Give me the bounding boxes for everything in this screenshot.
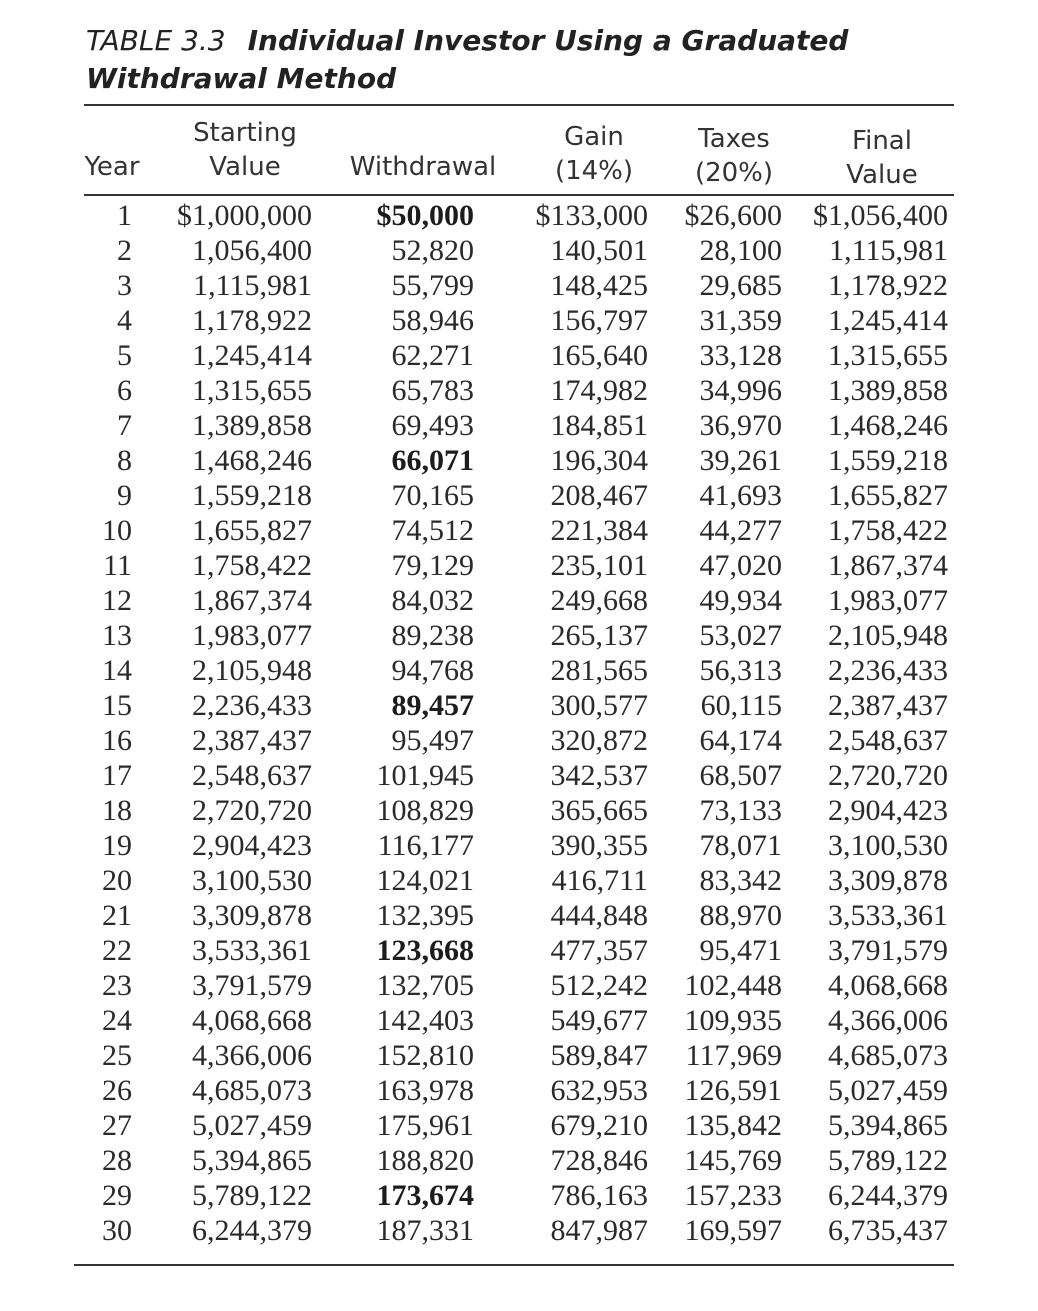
taxes-cell: 36,970 xyxy=(699,409,782,442)
table-number: TABLE 3.3 xyxy=(86,24,226,57)
taxes-cell: 34,996 xyxy=(699,374,782,407)
table-row xyxy=(0,408,1038,443)
starting-value-cell: 2,548,637 xyxy=(192,759,312,792)
withdrawal-cell: 89,457 xyxy=(391,689,474,722)
table-row xyxy=(0,1038,1038,1073)
final-value-cell: 1,245,414 xyxy=(828,304,948,337)
taxes-cell: 68,507 xyxy=(699,759,782,792)
final-value-cell: 2,904,423 xyxy=(828,794,948,827)
gain-cell: 165,640 xyxy=(550,339,648,372)
year-cell: 21 xyxy=(102,899,132,932)
gain-cell: 221,384 xyxy=(550,514,648,547)
header-gain-line-1: Gain xyxy=(564,122,624,152)
final-value-cell: 4,366,006 xyxy=(828,1004,948,1037)
year-cell: 20 xyxy=(102,864,132,897)
starting-value-cell: 2,387,437 xyxy=(192,724,312,757)
table-row xyxy=(0,758,1038,793)
table-row xyxy=(0,548,1038,583)
final-value-cell: 3,533,361 xyxy=(828,899,948,932)
starting-value-cell: 2,105,948 xyxy=(192,654,312,687)
taxes-cell: 28,100 xyxy=(699,234,782,267)
table-row xyxy=(0,828,1038,863)
final-value-cell: $1,056,400 xyxy=(813,199,948,232)
year-cell: 13 xyxy=(102,619,132,652)
taxes-cell: 95,471 xyxy=(699,934,782,967)
withdrawal-cell: 152,810 xyxy=(376,1039,474,1072)
table-title-line-1: Individual Investor Using a Graduated xyxy=(247,24,849,57)
gain-cell: $133,000 xyxy=(535,199,648,232)
table-row xyxy=(0,1108,1038,1143)
gain-cell: 512,242 xyxy=(550,969,648,1002)
starting-value-cell: 1,655,827 xyxy=(192,514,312,547)
table-row xyxy=(0,933,1038,968)
gain-cell: 477,357 xyxy=(550,934,648,967)
year-cell: 4 xyxy=(117,304,132,337)
withdrawal-cell: 173,674 xyxy=(376,1179,474,1212)
taxes-cell: 33,128 xyxy=(699,339,782,372)
gain-cell: 589,847 xyxy=(550,1039,648,1072)
withdrawal-cell: 69,493 xyxy=(391,409,474,442)
table-row xyxy=(0,478,1038,513)
year-cell: 11 xyxy=(103,549,132,582)
taxes-cell: 157,233 xyxy=(684,1179,782,1212)
year-cell: 29 xyxy=(102,1179,132,1212)
starting-value-cell: 3,791,579 xyxy=(192,969,312,1002)
table-bottom-rule xyxy=(74,1264,954,1266)
withdrawal-cell: 187,331 xyxy=(376,1214,474,1247)
table-row xyxy=(0,583,1038,618)
withdrawal-cell: 108,829 xyxy=(376,794,474,827)
withdrawal-cell: 52,820 xyxy=(391,234,474,267)
starting-value-cell: 3,100,530 xyxy=(192,864,312,897)
header-starting-value xyxy=(170,116,320,184)
final-value-cell: 1,178,922 xyxy=(828,269,948,302)
table-row xyxy=(0,723,1038,758)
final-value-cell: 1,758,422 xyxy=(828,514,948,547)
table-top-rule xyxy=(84,104,954,106)
gain-cell: 632,953 xyxy=(550,1074,648,1107)
gain-cell: 847,987 xyxy=(550,1214,648,1247)
final-value-cell: 1,315,655 xyxy=(828,339,948,372)
header-gain xyxy=(530,120,658,188)
table-row xyxy=(0,793,1038,828)
withdrawal-cell: 55,799 xyxy=(391,269,474,302)
year-cell: 22 xyxy=(102,934,132,967)
taxes-cell: 78,071 xyxy=(699,829,782,862)
starting-value-cell: 1,178,922 xyxy=(192,304,312,337)
taxes-cell: 29,685 xyxy=(699,269,782,302)
table-row xyxy=(0,1073,1038,1108)
final-value-cell: 2,548,637 xyxy=(828,724,948,757)
caption-line-1 xyxy=(86,22,966,60)
table-row xyxy=(0,338,1038,373)
header-taxes xyxy=(674,122,794,190)
final-value-cell: 3,791,579 xyxy=(828,934,948,967)
table-row xyxy=(0,268,1038,303)
gain-cell: 148,425 xyxy=(550,269,648,302)
header-final-value xyxy=(820,124,944,192)
year-cell: 1 xyxy=(117,199,132,232)
withdrawal-cell: 116,177 xyxy=(377,829,474,862)
starting-value-cell: 1,115,981 xyxy=(193,269,312,302)
header-withdrawal-label: Withdrawal xyxy=(349,152,497,182)
starting-value-cell: 1,315,655 xyxy=(192,374,312,407)
header-starting-value-line-1: Starting xyxy=(193,118,297,148)
withdrawal-cell: 58,946 xyxy=(391,304,474,337)
withdrawal-cell: 101,945 xyxy=(376,759,474,792)
table-row xyxy=(0,1143,1038,1178)
table-row xyxy=(0,233,1038,268)
final-value-cell: 5,027,459 xyxy=(828,1074,948,1107)
year-cell: 8 xyxy=(117,444,132,477)
gain-cell: 208,467 xyxy=(550,479,648,512)
final-value-cell: 2,720,720 xyxy=(828,759,948,792)
gain-cell: 728,846 xyxy=(550,1144,648,1177)
year-cell: 10 xyxy=(102,514,132,547)
gain-cell: 320,872 xyxy=(550,724,648,757)
starting-value-cell: 1,758,422 xyxy=(192,549,312,582)
final-value-cell: 1,867,374 xyxy=(828,549,948,582)
starting-value-cell: 1,468,246 xyxy=(192,444,312,477)
header-year-label: Year xyxy=(84,152,140,182)
year-cell: 12 xyxy=(102,584,132,617)
starting-value-cell: 4,068,668 xyxy=(192,1004,312,1037)
header-taxes-line-2: (20%) xyxy=(694,158,774,188)
taxes-cell: 56,313 xyxy=(699,654,782,687)
withdrawal-cell: $50,000 xyxy=(376,199,474,232)
withdrawal-cell: 132,705 xyxy=(376,969,474,1002)
taxes-cell: 49,934 xyxy=(699,584,782,617)
starting-value-cell: 1,056,400 xyxy=(192,234,312,267)
final-value-cell: 5,394,865 xyxy=(828,1109,948,1142)
table-row xyxy=(0,303,1038,338)
gain-cell: 184,851 xyxy=(550,409,648,442)
gain-cell: 140,501 xyxy=(550,234,648,267)
taxes-cell: 169,597 xyxy=(684,1214,782,1247)
taxes-cell: 53,027 xyxy=(699,619,782,652)
table-row xyxy=(0,618,1038,653)
header-gain-line-2: (14%) xyxy=(554,156,634,186)
taxes-cell: 126,591 xyxy=(684,1074,782,1107)
year-cell: 24 xyxy=(102,1004,132,1037)
starting-value-cell: 6,244,379 xyxy=(192,1214,312,1247)
year-cell: 17 xyxy=(102,759,132,792)
withdrawal-cell: 123,668 xyxy=(376,934,474,967)
withdrawal-cell: 70,165 xyxy=(391,479,474,512)
gain-cell: 444,848 xyxy=(550,899,648,932)
table-row xyxy=(0,1178,1038,1213)
starting-value-cell: 1,389,858 xyxy=(192,409,312,442)
taxes-cell: 88,970 xyxy=(699,899,782,932)
gain-cell: 156,797 xyxy=(550,304,648,337)
gain-cell: 300,577 xyxy=(550,689,648,722)
year-cell: 30 xyxy=(102,1214,132,1247)
starting-value-cell: 3,309,878 xyxy=(192,899,312,932)
gain-cell: 281,565 xyxy=(550,654,648,687)
withdrawal-cell: 175,961 xyxy=(376,1109,474,1142)
withdrawal-cell: 84,032 xyxy=(391,584,474,617)
gain-cell: 235,101 xyxy=(550,549,648,582)
final-value-cell: 6,244,379 xyxy=(828,1179,948,1212)
table-row xyxy=(0,443,1038,478)
year-cell: 23 xyxy=(102,969,132,1002)
withdrawal-cell: 124,021 xyxy=(376,864,474,897)
starting-value-cell: 4,685,073 xyxy=(192,1074,312,1107)
year-cell: 15 xyxy=(102,689,132,722)
year-cell: 5 xyxy=(117,339,132,372)
year-cell: 9 xyxy=(117,479,132,512)
final-value-cell: 1,468,246 xyxy=(828,409,948,442)
starting-value-cell: 2,236,433 xyxy=(192,689,312,722)
gain-cell: 786,163 xyxy=(550,1179,648,1212)
withdrawal-cell: 142,403 xyxy=(376,1004,474,1037)
starting-value-cell: 5,394,865 xyxy=(192,1144,312,1177)
table-row xyxy=(0,653,1038,688)
year-cell: 16 xyxy=(102,724,132,757)
header-final-value-line-2: Value xyxy=(846,160,918,190)
table-row xyxy=(0,688,1038,723)
withdrawal-cell: 188,820 xyxy=(376,1144,474,1177)
taxes-cell: 60,115 xyxy=(700,689,782,722)
year-cell: 3 xyxy=(117,269,132,302)
gain-cell: 174,982 xyxy=(550,374,648,407)
starting-value-cell: 1,983,077 xyxy=(192,619,312,652)
year-cell: 14 xyxy=(102,654,132,687)
year-cell: 6 xyxy=(117,374,132,407)
header-withdrawal xyxy=(338,150,508,184)
final-value-cell: 1,115,981 xyxy=(829,234,948,267)
taxes-cell: 109,935 xyxy=(684,1004,782,1037)
withdrawal-cell: 79,129 xyxy=(391,549,474,582)
final-value-cell: 1,389,858 xyxy=(828,374,948,407)
withdrawal-cell: 62,271 xyxy=(391,339,474,372)
gain-cell: 549,677 xyxy=(550,1004,648,1037)
withdrawal-cell: 66,071 xyxy=(391,444,474,477)
final-value-cell: 5,789,122 xyxy=(828,1144,948,1177)
taxes-cell: 39,261 xyxy=(699,444,782,477)
year-cell: 27 xyxy=(102,1109,132,1142)
table-row xyxy=(0,1213,1038,1248)
starting-value-cell: 2,904,423 xyxy=(192,829,312,862)
table-row xyxy=(0,1003,1038,1038)
gain-cell: 249,668 xyxy=(550,584,648,617)
taxes-cell: 47,020 xyxy=(699,549,782,582)
year-cell: 19 xyxy=(102,829,132,862)
year-cell: 26 xyxy=(102,1074,132,1107)
taxes-cell: 73,133 xyxy=(699,794,782,827)
table-row xyxy=(0,513,1038,548)
table-row xyxy=(0,968,1038,1003)
starting-value-cell: 1,245,414 xyxy=(192,339,312,372)
starting-value-cell: 1,867,374 xyxy=(192,584,312,617)
taxes-cell: 117,969 xyxy=(685,1039,782,1072)
starting-value-cell: 4,366,006 xyxy=(192,1039,312,1072)
taxes-cell: 44,277 xyxy=(699,514,782,547)
table-caption xyxy=(86,22,966,98)
taxes-cell: 41,693 xyxy=(699,479,782,512)
final-value-cell: 2,387,437 xyxy=(828,689,948,722)
year-cell: 28 xyxy=(102,1144,132,1177)
withdrawal-cell: 89,238 xyxy=(391,619,474,652)
table-title-line-2: Withdrawal Method xyxy=(86,62,397,95)
final-value-cell: 4,685,073 xyxy=(828,1039,948,1072)
withdrawal-cell: 95,497 xyxy=(391,724,474,757)
starting-value-cell: 1,559,218 xyxy=(192,479,312,512)
taxes-cell: $26,600 xyxy=(684,199,782,232)
table-body xyxy=(0,198,1038,1248)
table-header-rule xyxy=(84,194,954,196)
final-value-cell: 2,236,433 xyxy=(828,654,948,687)
final-value-cell: 1,655,827 xyxy=(828,479,948,512)
final-value-cell: 3,100,530 xyxy=(828,829,948,862)
gain-cell: 416,711 xyxy=(551,864,648,897)
withdrawal-cell: 65,783 xyxy=(391,374,474,407)
final-value-cell: 2,105,948 xyxy=(828,619,948,652)
year-cell: 18 xyxy=(102,794,132,827)
header-year xyxy=(74,150,150,184)
final-value-cell: 4,068,668 xyxy=(828,969,948,1002)
taxes-cell: 135,842 xyxy=(684,1109,782,1142)
starting-value-cell: 5,789,122 xyxy=(192,1179,312,1212)
header-taxes-line-1: Taxes xyxy=(698,124,770,154)
taxes-cell: 102,448 xyxy=(684,969,782,1002)
header-starting-value-line-2: Value xyxy=(209,152,281,182)
withdrawal-cell: 94,768 xyxy=(391,654,474,687)
gain-cell: 196,304 xyxy=(550,444,648,477)
table-row xyxy=(0,373,1038,408)
year-cell: 7 xyxy=(117,409,132,442)
final-value-cell: 1,983,077 xyxy=(828,584,948,617)
final-value-cell: 1,559,218 xyxy=(828,444,948,477)
starting-value-cell: 2,720,720 xyxy=(192,794,312,827)
taxes-cell: 64,174 xyxy=(699,724,782,757)
final-value-cell: 6,735,437 xyxy=(828,1214,948,1247)
taxes-cell: 145,769 xyxy=(684,1144,782,1177)
final-value-cell: 3,309,878 xyxy=(828,864,948,897)
table-row xyxy=(0,863,1038,898)
gain-cell: 342,537 xyxy=(550,759,648,792)
starting-value-cell: 3,533,361 xyxy=(192,934,312,967)
withdrawal-cell: 163,978 xyxy=(376,1074,474,1107)
year-cell: 2 xyxy=(117,234,132,267)
starting-value-cell: 5,027,459 xyxy=(192,1109,312,1142)
gain-cell: 679,210 xyxy=(550,1109,648,1142)
table-row xyxy=(0,198,1038,233)
taxes-cell: 31,359 xyxy=(699,304,782,337)
year-cell: 25 xyxy=(102,1039,132,1072)
table-row xyxy=(0,898,1038,933)
header-final-value-line-1: Final xyxy=(852,126,912,156)
starting-value-cell: $1,000,000 xyxy=(177,199,312,232)
gain-cell: 365,665 xyxy=(550,794,648,827)
taxes-cell: 83,342 xyxy=(699,864,782,897)
gain-cell: 390,355 xyxy=(550,829,648,862)
withdrawal-cell: 74,512 xyxy=(391,514,474,547)
gain-cell: 265,137 xyxy=(550,619,648,652)
withdrawal-cell: 132,395 xyxy=(376,899,474,932)
